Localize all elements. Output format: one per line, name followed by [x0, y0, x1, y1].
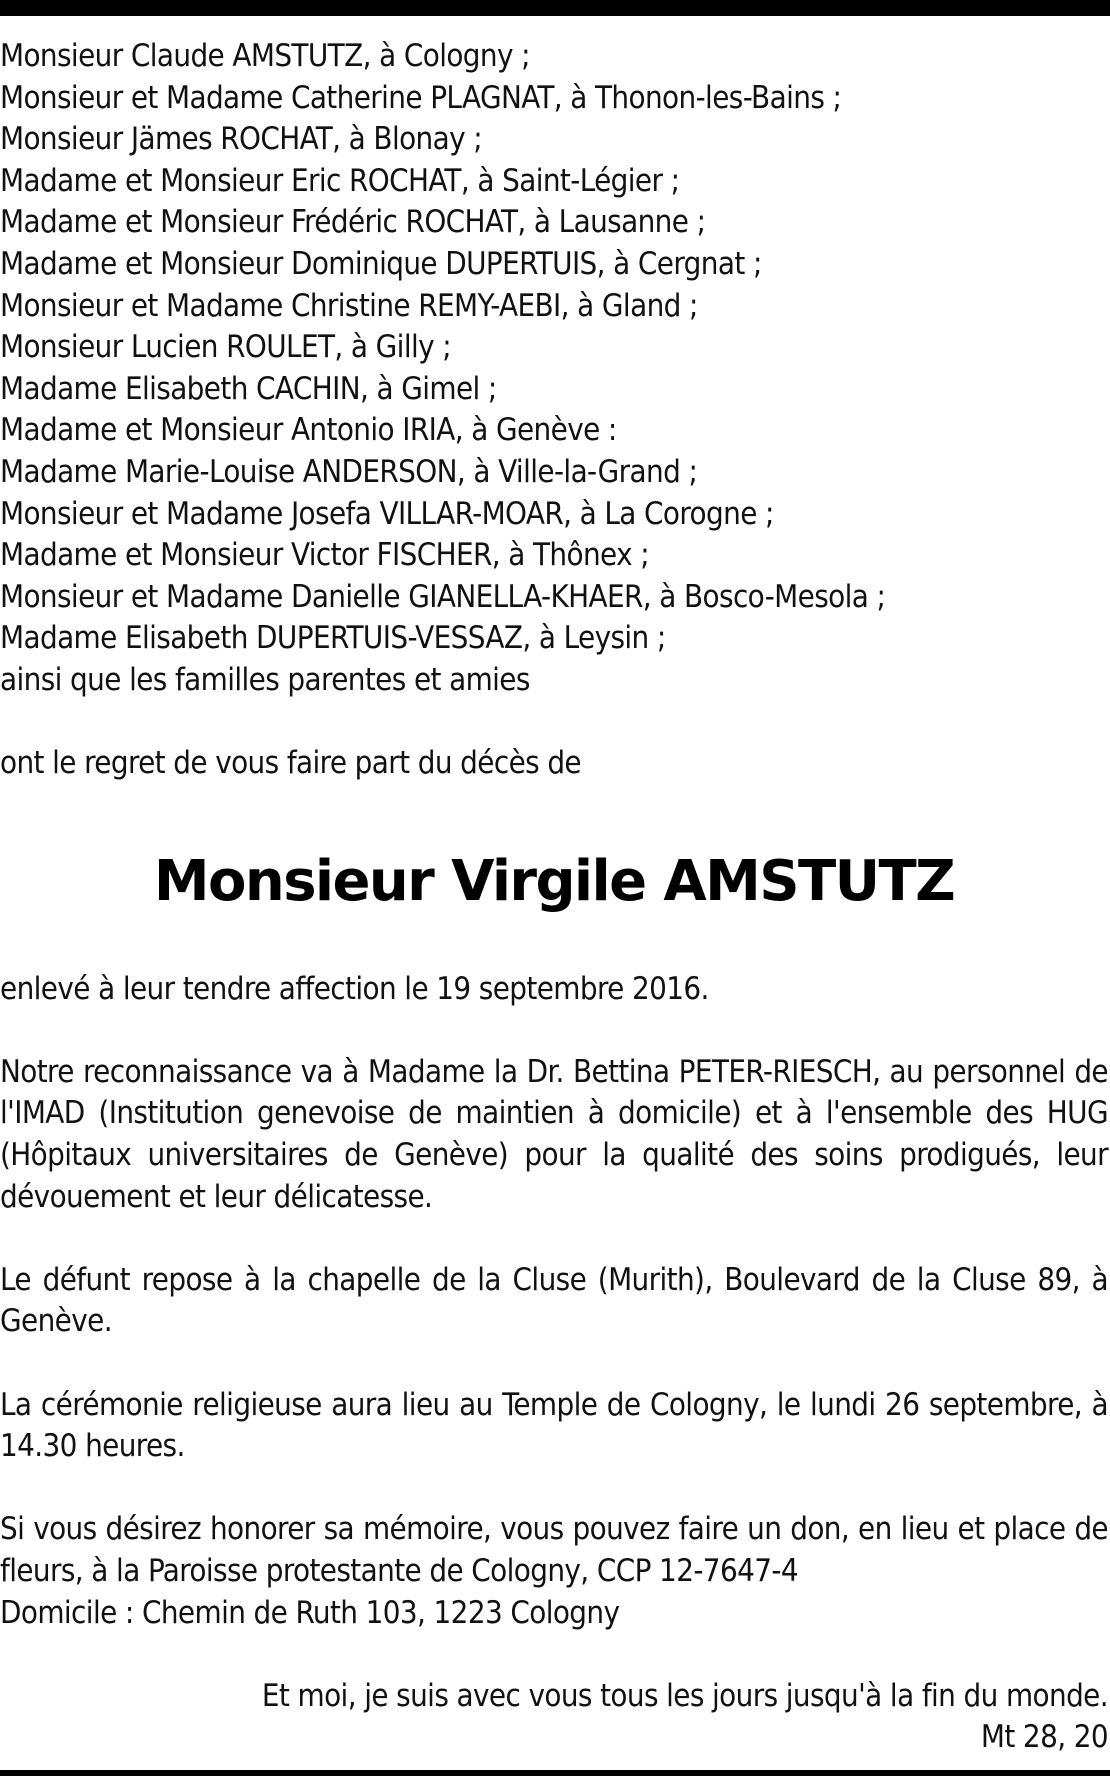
quote-reference: Mt 28, 20: [980, 1719, 1108, 1756]
departure-text: enlevé à leur tendre affection le 19 septembre 2016.: [0, 970, 709, 1007]
top-border-rule: [0, 0, 1110, 16]
deceased-name: Monsieur Virgile AMSTUTZ: [153, 848, 955, 914]
donation-paragraph: Si vous désirez honorer sa mémoire, vous pouvez faire un don, en lieu et place de fleurs, à la Paroisse protestante de Cologny, CCP 12-7647-4: [0, 1511, 1108, 1589]
family-member-line: Madame et Monsieur Antonio IRIA, à Genève :: [0, 412, 617, 449]
family-member-line: Madame Elisabeth CACHIN, à Gimel ;: [0, 370, 497, 407]
home-address: Domicile : Chemin de Ruth 103, 1223 Cologny: [0, 1594, 620, 1631]
family-member-line: Madame et Monsieur Dominique DUPERTUIS, à Cergnat ;: [0, 245, 762, 282]
bottom-border-rule: [0, 1770, 1110, 1776]
family-member-line: Monsieur Lucien ROULET, à Gilly ;: [0, 329, 452, 366]
family-member-line: Monsieur et Madame Danielle GIANELLA-KHAER, à Bosco-Mesola ;: [0, 578, 886, 615]
family-member-line: Monsieur Claude AMSTUTZ, à Cologny ;: [0, 38, 530, 74]
quote-text: Et moi, je suis avec vous tous les jours jusqu'à la fin du monde.: [261, 1677, 1108, 1714]
family-member-line: Madame Marie-Louise ANDERSON, à Ville-la-Grand ;: [0, 453, 698, 490]
family-member-line: Monsieur et Madame Christine REMY-AEBI, à Gland ;: [0, 287, 698, 324]
family-member-line: Madame et Monsieur Eric ROCHAT, à Saint-Légier ;: [0, 162, 680, 199]
family-member-line: Madame et Monsieur Frédéric ROCHAT, à Lausanne ;: [0, 204, 706, 241]
family-member-line: Madame Elisabeth DUPERTUIS-VESSAZ, à Leysin ;: [0, 620, 666, 657]
family-member-line: Monsieur et Madame Catherine PLAGNAT, à Thonon-les-Bains ;: [0, 79, 842, 116]
bible-quote: [0, 1676, 1108, 1759]
rest-place-paragraph: Le défunt repose à la chapelle de la Cluse (Murith), Boulevard de la Cluse 89, à Genève.: [0, 1261, 1108, 1340]
family-member-line: Madame et Monsieur Victor FISCHER, à Thônex ;: [0, 537, 650, 574]
family-list: [0, 36, 1108, 702]
family-member-line: Monsieur et Madame Josefa VILLAR-MOAR, à La Corogne ;: [0, 495, 774, 532]
announcement-text: ont le regret de vous faire part du décès de: [0, 745, 581, 782]
ceremony-paragraph: La cérémonie religieuse aura lieu au Temple de Cologny, le lundi 26 septembre, à 14.30 heures.: [0, 1386, 1108, 1465]
family-member-line: Monsieur Jämes ROCHAT, à Blonay ;: [0, 121, 483, 158]
family-closing-line: ainsi que les familles parentes et amies: [0, 661, 530, 698]
thanks-paragraph: Notre reconnaissance va à Madame la Dr. Bettina PETER-RIESCH, au personnel de l'IMAD (Institution genevoise de maintien à domicile) et à l'ensemble des HUG (Hôpitaux universitaires de Genève) pour la qualité des soins prodigués, leur dévouement et leur délicatesse.: [0, 1053, 1108, 1215]
obituary-notice: [0, 36, 1108, 1759]
